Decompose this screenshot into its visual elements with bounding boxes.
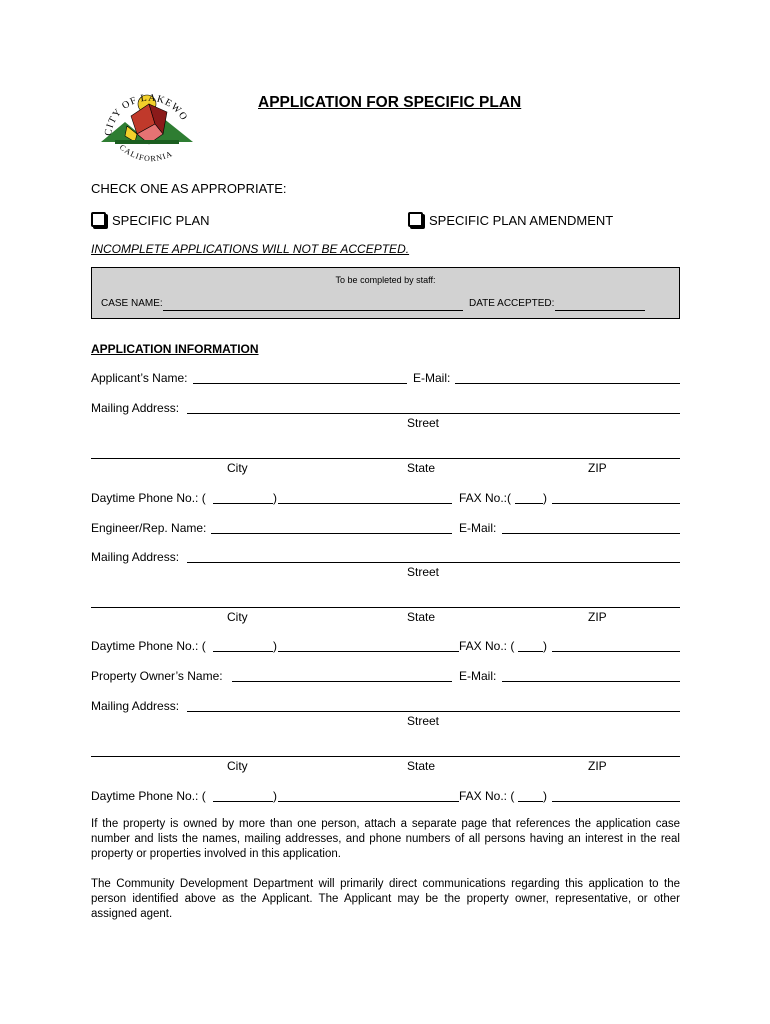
applicant-street-caption: Street: [407, 416, 440, 430]
applicant-fax-area-field[interactable]: [515, 503, 543, 504]
owner-zip-caption: ZIP: [588, 759, 607, 773]
applicant-mailing-label: Mailing Address:: [91, 401, 180, 415]
engineer-email-label: E-Mail:: [459, 521, 497, 535]
owner-phone-label: Daytime Phone No.: (: [91, 789, 206, 803]
owner-street-caption: Street: [407, 714, 440, 728]
owner-mailing-label: Mailing Address:: [91, 699, 180, 713]
applicant-phone-field[interactable]: [278, 503, 452, 504]
applicant-zip-caption: ZIP: [588, 461, 607, 475]
specific-plan-label: SPECIFIC PLAN: [112, 213, 210, 228]
owner-city-state-zip-field[interactable]: [91, 756, 680, 757]
owner-phone-area-field[interactable]: [213, 801, 273, 802]
engineer-street-field[interactable]: [187, 562, 680, 563]
applicant-city-caption: City: [227, 461, 248, 475]
engineer-fax-area-field[interactable]: [518, 651, 543, 652]
logo-bottom-text: CALIFORNIA: [117, 142, 175, 164]
applicant-phone-area-field[interactable]: [213, 503, 273, 504]
owner-city-caption: City: [227, 759, 248, 773]
applicant-fax-paren: ): [543, 491, 547, 505]
owner-state-caption: State: [407, 759, 436, 773]
owner-phone-paren: ): [273, 789, 277, 803]
engineer-phone-field[interactable]: [278, 651, 459, 652]
owner-fax-area-field[interactable]: [518, 801, 543, 802]
engineer-zip-caption: ZIP: [588, 610, 607, 624]
engineer-name-label: Engineer/Rep. Name:: [91, 521, 207, 535]
engineer-city-caption: City: [227, 610, 248, 624]
owner-street-field[interactable]: [187, 711, 680, 712]
case-name-label: CASE NAME:: [101, 298, 163, 309]
applicant-name-field[interactable]: [193, 383, 407, 384]
owner-email-field[interactable]: [502, 681, 680, 682]
engineer-fax-label: FAX No.: (: [459, 639, 515, 653]
applicant-name-label: Applicant’s Name:: [91, 371, 188, 385]
check-heading: CHECK ONE AS APPROPRIATE:: [91, 181, 287, 196]
city-logo: [97, 82, 197, 174]
engineer-state-caption: State: [407, 610, 436, 624]
specific-plan-amendment-checkbox[interactable]: [408, 212, 423, 227]
owner-fax-paren: ): [543, 789, 547, 803]
staff-box-heading: To be completed by staff:: [335, 275, 436, 285]
engineer-mailing-label: Mailing Address:: [91, 550, 180, 564]
owner-fax-label: FAX No.: (: [459, 789, 515, 803]
applicant-phone-paren: ): [273, 491, 277, 505]
owner-name-label: Property Owner’s Name:: [91, 669, 223, 683]
engineer-street-caption: Street: [407, 565, 440, 579]
engineer-city-state-zip-field[interactable]: [91, 607, 680, 608]
specific-plan-amendment-label: SPECIFIC PLAN AMENDMENT: [429, 213, 614, 228]
incomplete-warning: INCOMPLETE APPLICATIONS WILL NOT BE ACCEPTED.: [91, 242, 410, 256]
date-accepted-field[interactable]: [555, 310, 645, 311]
owner-fax-field[interactable]: [552, 801, 680, 802]
page-title: APPLICATION FOR SPECIFIC PLAN: [258, 94, 522, 111]
staff-box: [91, 267, 680, 319]
engineer-email-field[interactable]: [502, 533, 680, 534]
owner-name-field[interactable]: [232, 681, 452, 682]
communications-paragraph: The Community Development Department will primarily direct communications regarding this application to the person identified above as the Applicant. The Applicant may be the property owner, representative, or other assigned agent.: [91, 878, 680, 920]
engineer-name-field[interactable]: [211, 533, 452, 534]
application-info-heading: APPLICATION INFORMATION: [91, 342, 259, 356]
applicant-city-state-zip-field[interactable]: [91, 458, 680, 459]
applicant-fax-field[interactable]: [552, 503, 680, 504]
case-name-field[interactable]: [163, 310, 463, 311]
applicant-phone-label: Daytime Phone No.: (: [91, 491, 206, 505]
engineer-fax-paren: ): [543, 639, 547, 653]
owner-email-label: E-Mail:: [459, 669, 497, 683]
owner-phone-field[interactable]: [278, 801, 459, 802]
logo-top-text: CITY OF LAKEWO: [102, 92, 190, 137]
applicant-email-field[interactable]: [455, 383, 680, 384]
multiple-owners-paragraph: If the property is owned by more than one person, attach a separate page that references the application case number and lists the names, mailing addresses, and phone numbers of all persons having an interest in the real property or properties involved in this application.: [91, 818, 680, 860]
engineer-fax-field[interactable]: [552, 651, 680, 652]
engineer-phone-paren: ): [273, 639, 277, 653]
city-seal-icon: [97, 82, 197, 174]
applicant-state-caption: State: [407, 461, 436, 475]
applicant-email-label: E-Mail:: [413, 371, 451, 385]
applicant-street-field[interactable]: [187, 413, 680, 414]
applicant-fax-label: FAX No.:(: [459, 491, 512, 505]
svg-text:CALIFORNIA: [118, 143, 174, 164]
engineer-phone-area-field[interactable]: [213, 651, 273, 652]
engineer-phone-label: Daytime Phone No.: (: [91, 639, 206, 653]
specific-plan-checkbox[interactable]: [91, 212, 106, 227]
date-accepted-label: DATE ACCEPTED:: [469, 298, 555, 309]
